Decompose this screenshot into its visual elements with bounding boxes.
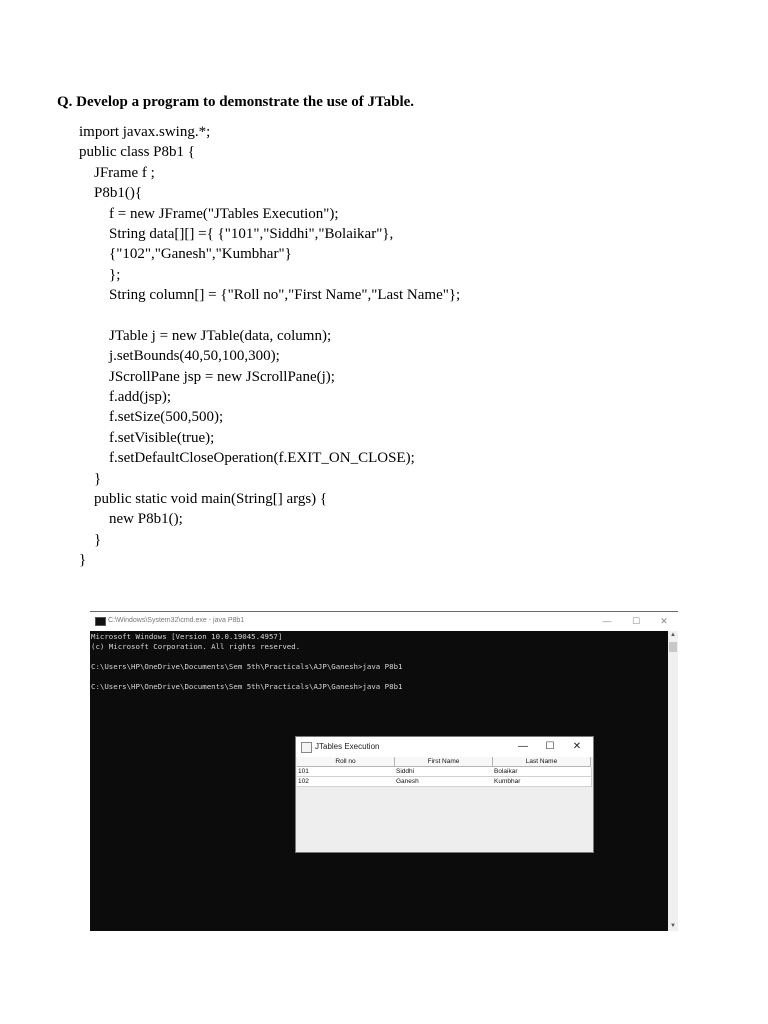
code-line: }; — [79, 266, 121, 283]
jtable — [297, 757, 591, 787]
cmd-window-screenshot — [90, 611, 678, 931]
terminal-line: C:\Users\HP\OneDrive\Documents\Sem 5th\Practicals\AJP\Ganesh>java P8b1 — [91, 682, 403, 691]
terminal-line — [91, 672, 667, 682]
maximize-button[interactable]: ☐ — [631, 616, 641, 626]
code-line — [79, 306, 460, 326]
code-line: j.setBounds(40,50,100,300); — [79, 348, 280, 365]
code-line: f.setSize(500,500); — [79, 409, 224, 426]
column-header[interactable]: Roll no — [297, 757, 395, 767]
terminal-line: C:\Users\HP\OneDrive\Documents\Sem 5th\Practicals\AJP\Ganesh>java P8b1 — [91, 662, 403, 671]
scroll-thumb[interactable] — [669, 642, 677, 652]
code-line: String column[] = {"Roll no","First Name","Last Name"}; — [79, 287, 461, 304]
terminal-line: Microsoft Windows [Version 10.0.19045.4957] — [91, 632, 283, 641]
code-line: import javax.swing.*; — [79, 124, 211, 140]
code-line: } — [79, 470, 102, 487]
terminal-icon — [95, 617, 106, 626]
vertical-scrollbar[interactable] — [668, 631, 678, 931]
cmd-title: C:\Windows\System32\cmd.exe - java P8b1 — [108, 617, 245, 624]
code-line: JTable j = new JTable(data, column); — [79, 327, 332, 344]
code-line: } — [79, 552, 87, 569]
jframe-close-button[interactable]: ✕ — [572, 741, 582, 752]
code-line: {"102","Ganesh","Kumbhar"} — [79, 246, 292, 263]
code-line: } — [79, 531, 102, 548]
column-header[interactable]: First Name — [395, 757, 493, 767]
code-line: f.setVisible(true); — [79, 429, 215, 446]
code-line: P8b1(){ — [79, 185, 143, 202]
scroll-down-icon[interactable]: ▼ — [670, 923, 676, 929]
scroll-up-icon[interactable]: ▲ — [670, 632, 676, 638]
code-line: JFrame f ; — [79, 164, 155, 181]
table-cell[interactable]: Siddhi — [395, 767, 494, 777]
table-cell[interactable]: Ganesh — [395, 777, 494, 787]
jframe-maximize-button[interactable]: ☐ — [545, 741, 555, 752]
jframe-title: JTables Execution — [315, 742, 380, 751]
code-block — [79, 122, 460, 571]
code-line: f.add(jsp); — [79, 389, 172, 406]
question-heading: Q. Develop a program to demonstrate the use of JTable. — [57, 94, 415, 110]
table-cell[interactable]: Kumbhar — [493, 777, 592, 787]
code-line: public class P8b1 { — [79, 144, 195, 161]
close-button[interactable]: ✕ — [660, 616, 668, 626]
terminal-line — [91, 652, 667, 662]
terminal-line: (c) Microsoft Corporation. All rights reserved. — [91, 642, 301, 651]
code-line: f = new JFrame("JTables Execution"); — [79, 205, 339, 222]
code-line: f.setDefaultCloseOperation(f.EXIT_ON_CLOSE); — [79, 450, 415, 467]
table-row[interactable] — [297, 767, 591, 777]
code-line: public static void main(String[] args) { — [79, 491, 328, 508]
jframe-titlebar — [296, 737, 593, 757]
table-cell[interactable]: 101 — [297, 767, 396, 777]
table-cell[interactable]: 102 — [297, 777, 396, 787]
minimize-button[interactable]: — — [602, 616, 612, 626]
jframe-minimize-button[interactable]: — — [518, 741, 528, 752]
cmd-titlebar — [90, 612, 678, 631]
code-line: new P8b1(); — [79, 511, 183, 528]
java-app-icon — [301, 742, 312, 753]
table-header-row — [297, 757, 591, 767]
table-row[interactable] — [297, 777, 591, 787]
code-line: JScrollPane jsp = new JScrollPane(j); — [79, 368, 335, 385]
jtable-window — [295, 736, 594, 853]
column-header[interactable]: Last Name — [493, 757, 591, 767]
code-line: String data[][] ={ {"101","Siddhi","Bolaikar"}, — [79, 225, 394, 242]
table-cell[interactable]: Bolaikar — [493, 767, 592, 777]
